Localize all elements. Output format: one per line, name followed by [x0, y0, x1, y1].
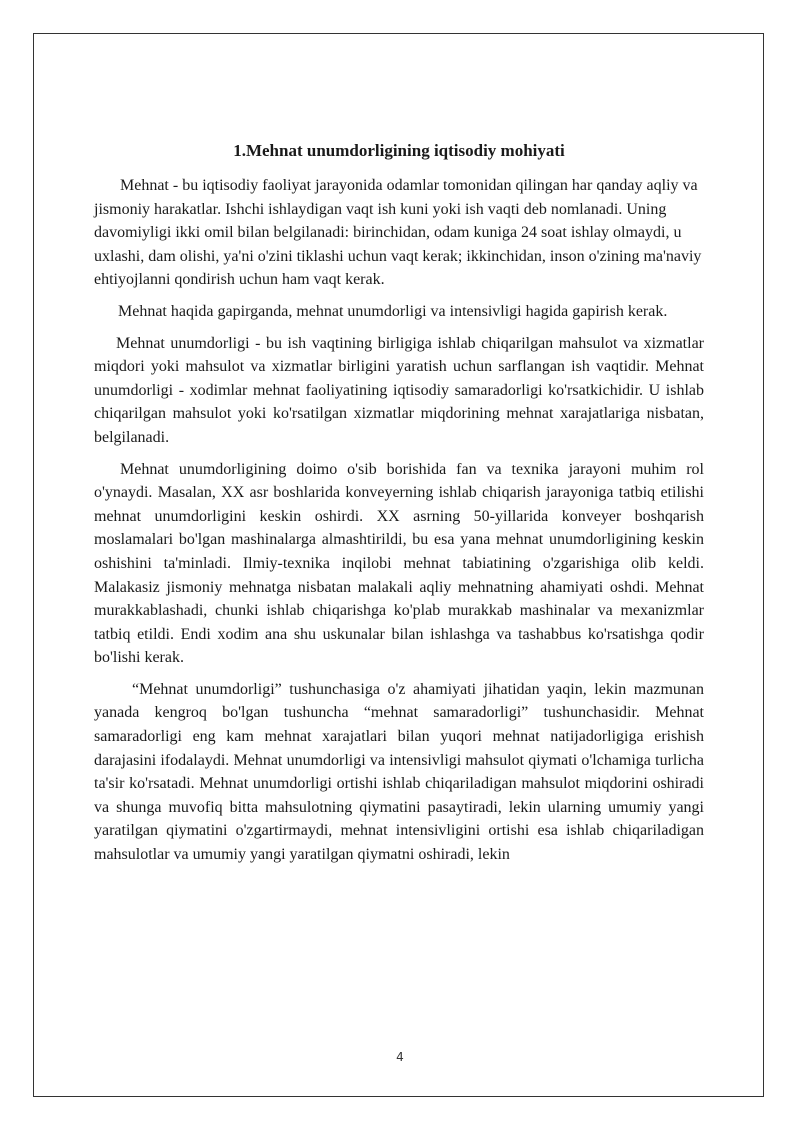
paragraph-2: Mehnat haqida gapirganda, mehnat unumdorligi va intensivligi hagida gapirish kerak.: [118, 302, 668, 320]
section-title: 1.Mehnat unumdorligining iqtisodiy mohiyati: [233, 141, 565, 160]
page-number: 4: [396, 1050, 404, 1064]
paragraph-4: Mehnat unumdorligining doimo o'sib borishida fan va texnika jarayoni muhim rol o'ynaydi. Masalan, XX asr boshlarida konveyerning ishlab chiqarish jarayoniga tatbiq etilishi mehnat unumdorligini keskin oshirdi. XX asrning 50-yillarida konveyer boshqarish moslamalari bo'lgan mashinalarga almashtirildi, bu esa yana mehnat unumdorligining keskin oshishini ta'minladi. Ilmiy-texnika inqilobi mehnat tabiatining o'zgarishiga olib keldi. Malakasiz jismoniy mehnatga nisbatan malakali aqliy mehnatning ahamiyati oshdi. Mehnat murakkablashadi, chunki ishlab chiqarishga ko'plab murakkab mashinalar va mexanizmlar tatbiq etildi. Endi xodim ana shu uskunalar bilan ishlashga va tashabbus ko'rsatishga qodir bo'lishi kerak.: [94, 460, 704, 667]
paragraph-3: Mehnat unumdorligi - bu ish vaqtining birligiga ishlab chiqarilgan mahsulot va xizmatlar miqdori yoki mahsulot va xizmatlar birligini yaratish uchun sarflangan ish vaqtidir. Mehnat unumdorligi - xodimlar mehnat faoliyatining iqtisodiy samaradorligi ko'rsatkichidir. U ishlab chiqarilgan mahsulot yoki ko'rsatilgan xizmatlar miqdorining mehnat xarajatlariga nisbatan, belgilanadi.: [94, 334, 704, 446]
document-body: [94, 138, 704, 875]
paragraph-1: Mehnat - bu iqtisodiy faoliyat jarayonida odamlar tomonidan qilingan har qanday aqliy va jismoniy harakatlar. Ishchi ishlaydigan vaqt ish kuni yoki ish vaqti deb nomlanadi. Uning davomiyligi ikki omil bilan belgilanadi: birinchidan, odam kuniga 24 soat ishlay olmaydi, u uxlashi, dam olishi, ya'ni o'zini tiklashi uchun vaqt kerak; ikkinchidan, inson o'zining ma'naviy ehtiyojlanni qondirish uchun ham vaqt kerak.: [94, 177, 702, 289]
paragraph-5: “Mehnat unumdorligi” tushunchasiga o'z ahamiyati jihatidan yaqin, lekin mazmunan yanada kengroq bo'lgan tushuncha “mehnat samaradorligi” tushunchasidir. Mehnat samaradorligi eng kam mehnat xarajatlari bilan yuqori mehnat natijadorligiga erishish darajasini ifodalaydi. Mehnat unumdorligi va intensivligi mahsulot qiymati o'lchamiga turlicha ta'sir ko'rsatadi. Mehnat unumdorligi ortishi ishlab chiqariladigan mahsulot miqdorini oshiradi va shunga muvofiq bitta mahsulotning qiymatini pasaytiradi, lekin ularning umumiy yangi yaratilgan qiymatini o'zgartirmaydi, mehnat intensivligini ortishi esa ishlab chiqariladigan mahsulotlar va umumiy yangi yaratilgan qiymatni oshiradi, lekin: [94, 680, 704, 864]
